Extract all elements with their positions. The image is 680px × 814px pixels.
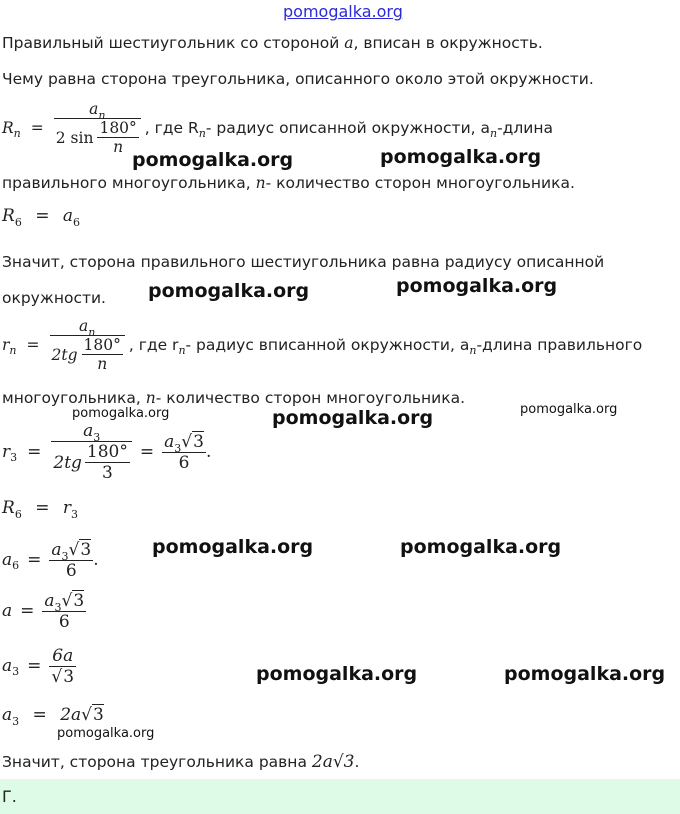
formula-period: . <box>205 442 212 462</box>
formula-description: -длина <box>497 119 554 137</box>
sqrt-icon: √ <box>68 539 80 560</box>
watermark: pomogalka.org <box>400 536 562 558</box>
fraction <box>54 100 141 156</box>
polygon-text: правильного многоугольника, <box>2 174 256 192</box>
formula-radicand: 3 <box>93 705 104 725</box>
sqrt-icon: √ <box>181 431 193 452</box>
formula-symbol: R <box>2 206 15 226</box>
formula-equals: = <box>30 119 44 137</box>
formula-equals: = <box>35 498 50 518</box>
equation-a <box>2 583 86 639</box>
polygon-text: - количество сторон многоугольника. <box>265 174 575 192</box>
answer-text: Г. <box>2 787 17 806</box>
fraction <box>82 336 123 373</box>
formula-symbol: a <box>2 550 13 570</box>
problem-line-1-text: Правильный шестиугольник со стороной <box>2 34 340 52</box>
fraction <box>49 646 76 687</box>
formula-subscript: n <box>490 126 498 140</box>
watermark: pomogalka.org <box>148 280 310 302</box>
polygon-text: - количество сторон многоугольника. <box>155 389 466 407</box>
polygon-line-1 <box>2 174 575 192</box>
formula-r3 <box>2 412 211 492</box>
formula-radicand: 3 <box>63 666 75 687</box>
equation-a6 <box>2 532 99 588</box>
formula-symbol: a <box>2 705 13 725</box>
conclusion-text: Значит, сторона треугольника равна <box>2 753 312 771</box>
formula-equals: = <box>139 442 155 462</box>
formula-subscript: n <box>98 109 106 122</box>
formula-subscript: 3 <box>71 508 79 521</box>
formula-symbol: 2a <box>60 705 82 725</box>
formula-equals: = <box>20 601 35 621</box>
formula-number: 3 <box>101 463 113 483</box>
formula-numerator: 6a <box>52 645 74 666</box>
formula-symbol: n <box>255 174 266 192</box>
formula-symbol: n <box>97 355 108 373</box>
watermark: pomogalka.org <box>256 663 418 685</box>
formula-subscript: n <box>9 343 17 357</box>
formula-symbol: r <box>2 336 10 354</box>
formula-subscript: 3 <box>12 664 20 678</box>
watermark: pomogalka.org <box>520 402 618 417</box>
formula-subscript: 3 <box>12 715 20 728</box>
hex-statement-2: окружности. <box>2 289 106 307</box>
sqrt-icon: √ <box>81 705 92 725</box>
formula-number: 6 <box>65 560 77 581</box>
formula-symbol: a <box>79 317 89 335</box>
formula-radicand: 3 <box>193 431 204 452</box>
formula-subscript: n <box>469 343 477 357</box>
problem-line-1-end: , вписан в окружность. <box>353 34 543 52</box>
formula-symbol: r <box>2 442 11 462</box>
fraction <box>85 442 130 483</box>
formula-symbol: a <box>44 590 55 611</box>
formula-symbol: R <box>2 498 15 518</box>
fraction <box>50 317 125 373</box>
formula-subscript: 6 <box>14 216 22 229</box>
conclusion-expression: 2a√3 <box>311 752 355 772</box>
equation-a3-fraction <box>2 638 76 694</box>
formula-text: 2tg <box>51 345 78 364</box>
polygon-line-2 <box>2 389 465 407</box>
fraction <box>49 540 93 581</box>
problem-line-1 <box>2 34 543 52</box>
formula-subscript: n <box>198 126 206 140</box>
formula-equals: = <box>32 705 47 725</box>
equation-r6-a6 <box>2 206 81 229</box>
sqrt-icon: √ <box>51 666 63 687</box>
watermark: pomogalka.org <box>132 149 294 171</box>
watermark: pomogalka.org <box>72 406 170 421</box>
formula-description: - радиус вписанной окружности, a <box>185 336 470 354</box>
formula-symbol: r <box>62 498 72 518</box>
formula-subscript: 3 <box>93 431 101 444</box>
sqrt-icon: √ <box>61 590 73 611</box>
side-variable: a <box>344 34 354 52</box>
problem-line-2: Чему равна сторона треугольника, описанного около этой окружности. <box>2 70 594 88</box>
formula-equals: = <box>35 206 50 226</box>
site-link[interactable]: pomogalka.org <box>283 2 403 21</box>
formula-radicand: 3 <box>80 539 92 560</box>
formula-description: , где r <box>128 336 179 354</box>
formula-degrees: 180° <box>83 336 121 354</box>
watermark: pomogalka.org <box>504 663 666 685</box>
equation-a3-result <box>2 705 104 728</box>
formula-subscript: 6 <box>12 558 20 572</box>
formula-equals: = <box>26 336 40 354</box>
conclusion-period: . <box>354 753 360 771</box>
formula-radicand: 3 <box>73 590 85 611</box>
answer-box <box>0 779 680 814</box>
formula-degrees: 180° <box>99 119 137 137</box>
formula-description: , где R <box>144 119 199 137</box>
polygon-text: многоугольника, <box>2 389 146 407</box>
watermark: pomogalka.org <box>272 407 434 429</box>
formula-subscript: n <box>178 343 186 357</box>
formula-description: - радиус описанной окружности, a <box>205 119 490 137</box>
watermark: pomogalka.org <box>396 275 558 297</box>
formula-equals: = <box>27 442 42 462</box>
watermark: pomogalka.org <box>380 146 542 168</box>
formula-symbol: R <box>2 119 14 137</box>
formula-subscript: 3 <box>54 600 62 614</box>
formula-symbol: a <box>51 539 62 560</box>
formula-subscript: 3 <box>10 450 18 464</box>
equation-r6-r3 <box>2 498 79 521</box>
formula-number: 6 <box>58 611 70 632</box>
formula-degrees: 180° <box>86 442 128 462</box>
formula-text: 2 sin <box>55 128 94 147</box>
hex-statement-1: Значит, сторона правильного шестиугольника равна радиусу описанной <box>2 253 605 271</box>
formula-symbol: a <box>89 100 99 118</box>
formula-description: -длина правильного <box>476 336 643 354</box>
formula-equals: = <box>27 550 42 570</box>
formula-subscript: n <box>13 126 21 140</box>
formula-symbol: a <box>164 431 175 452</box>
formula-symbol: a <box>2 656 13 676</box>
fraction <box>162 432 206 473</box>
fraction <box>51 421 131 483</box>
formula-subscript: n <box>88 326 96 339</box>
formula-subscript: 6 <box>14 508 22 521</box>
formula-subscript: 6 <box>73 216 81 229</box>
conclusion-line <box>2 752 359 772</box>
formula-period: . <box>93 550 99 570</box>
formula-inradius <box>2 306 642 384</box>
formula-subscript: 3 <box>61 549 69 563</box>
formula-symbol: a <box>62 206 74 226</box>
formula-number: 6 <box>178 452 190 473</box>
formula-subscript: 3 <box>174 441 182 455</box>
watermark: pomogalka.org <box>152 536 314 558</box>
fraction <box>42 591 86 632</box>
watermark: pomogalka.org <box>57 726 155 741</box>
formula-equals: = <box>27 656 42 676</box>
formula-symbol: a <box>2 601 13 621</box>
formula-symbol: a <box>83 421 94 441</box>
formula-symbol: n <box>113 138 124 156</box>
formula-text: 2tg <box>53 452 82 473</box>
formula-symbol: n <box>145 389 156 407</box>
